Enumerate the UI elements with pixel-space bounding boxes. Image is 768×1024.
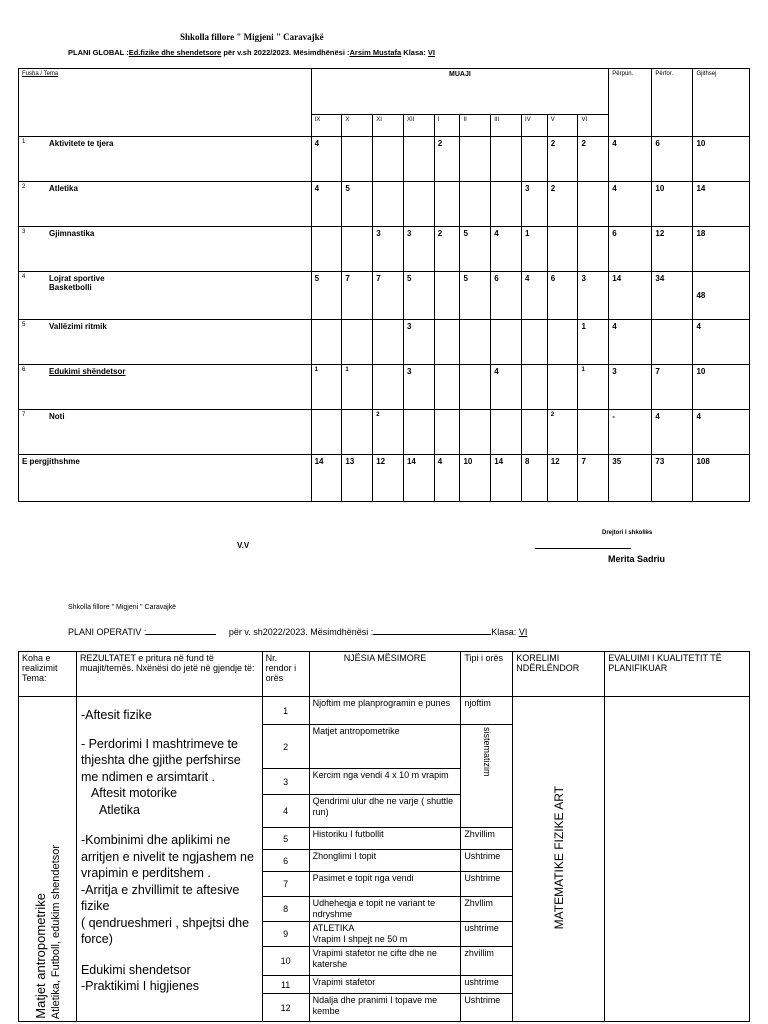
total-month-value: 14	[311, 455, 342, 502]
rezultat-line: Aftesit motorike	[90, 786, 178, 800]
total-f: 10	[652, 182, 693, 227]
month-value	[522, 137, 548, 182]
operativ-class-label: Klasa:	[491, 627, 519, 637]
month-value	[547, 320, 578, 365]
month-value: 5	[460, 227, 491, 272]
month-value: 4	[491, 365, 522, 410]
global-plan-label: PLANI GLOBAL :	[68, 48, 129, 57]
month-value: 2	[547, 137, 578, 182]
rezultat-line: Edukimi shendetsor	[80, 962, 191, 977]
month-value: 4	[311, 182, 342, 227]
month-value	[342, 227, 373, 272]
koha-vertical-2: Atletika, Futboll, edukim shendetsor	[49, 844, 62, 1019]
lesson-name: Vrapimi stafetor ne cifte dhe ne katershe	[309, 947, 461, 976]
topic-cell	[19, 182, 312, 227]
global-subject: Ed.fizike dhe shendetsore	[128, 48, 222, 57]
topic-name: Noti	[49, 412, 65, 421]
month-value	[373, 365, 404, 410]
month-value: 2	[434, 137, 460, 182]
month-value: 2	[547, 182, 578, 227]
rezultat-line: -Aftesit fizike	[80, 708, 152, 722]
month-value: 1	[578, 365, 609, 410]
table-row	[19, 320, 750, 365]
month-header: XI	[373, 115, 404, 137]
month-value: 2	[547, 410, 578, 455]
month-value	[373, 182, 404, 227]
total-month-value: 13	[342, 455, 373, 502]
topic-cell	[19, 227, 312, 272]
lesson-number: 3	[262, 769, 309, 795]
grand-total-f: 73	[652, 455, 693, 502]
month-value: 1	[522, 227, 548, 272]
month-value	[342, 320, 373, 365]
operativ-plan-table	[18, 651, 750, 1022]
total-f	[652, 320, 693, 365]
total-month-value: 4	[434, 455, 460, 502]
director-label: Drejtori I shkollës	[602, 530, 653, 536]
month-value	[434, 182, 460, 227]
grand-total-g: 108	[693, 455, 750, 502]
month-value: 4	[491, 227, 522, 272]
table-row	[19, 182, 750, 227]
lesson-number: 6	[262, 850, 309, 872]
header-gjithsej: Gjithsej	[693, 69, 750, 137]
op-header-nr: Nr. rendor i orës	[262, 652, 309, 697]
lesson-number: 1	[262, 697, 309, 725]
month-value	[434, 320, 460, 365]
month-value: 6	[491, 272, 522, 320]
topic-name: Gjimnastika	[49, 229, 95, 238]
row-number: 2	[22, 184, 26, 190]
lesson-name: Njoftim me planprogramin e punes	[309, 697, 461, 725]
table-row	[19, 272, 750, 320]
op-header-koha: Koha e realizimit Tema:	[19, 652, 77, 697]
signature-line	[535, 548, 631, 549]
month-value	[434, 272, 460, 320]
total-f: 12	[652, 227, 693, 272]
table-row	[19, 410, 750, 455]
lesson-type: ushtrime	[461, 922, 513, 947]
month-value	[491, 137, 522, 182]
month-value	[460, 137, 491, 182]
rezultat-line: Atletika	[98, 802, 140, 817]
total-g: 4	[693, 320, 750, 365]
month-header: IX	[311, 115, 342, 137]
topic-cell	[19, 320, 312, 365]
total-month-value: 8	[522, 455, 548, 502]
total-p: 4	[609, 182, 652, 227]
month-value	[373, 320, 404, 365]
total-p: 3	[609, 365, 652, 410]
total-label: E pergjithshme	[19, 455, 312, 502]
lesson-name: Zhonglimi I topit	[309, 850, 461, 872]
lesson-number: 4	[262, 795, 309, 828]
month-value	[342, 137, 373, 182]
lesson-number: 8	[262, 897, 309, 922]
month-value	[578, 410, 609, 455]
month-value	[434, 410, 460, 455]
rezultat-line: ( qendrueshmeri , shpejtsi dhe force)	[80, 915, 250, 946]
month-value: 5	[460, 272, 491, 320]
lesson-type: Zhvillim	[461, 828, 513, 850]
month-value	[342, 410, 373, 455]
topic-name: Vallëzimi ritmik	[49, 322, 107, 331]
total-g: 18	[693, 227, 750, 272]
total-p: 4	[609, 320, 652, 365]
total-f: 34	[652, 272, 693, 320]
month-header: V	[547, 115, 578, 137]
total-f: 7	[652, 365, 693, 410]
month-value	[460, 320, 491, 365]
lesson-name: Pasimet e topit nga vendi	[309, 872, 461, 897]
month-header: VI	[578, 115, 609, 137]
evaluimi-cell	[605, 697, 750, 1022]
korelimi-vertical: MATEMATIKE FIZIKE ART	[551, 786, 566, 930]
month-value: 3	[403, 365, 434, 410]
row-number: 5	[22, 322, 26, 328]
lesson-name: Kercim nga vendi 4 x 10 m vrapim	[309, 769, 461, 795]
lesson-name: Vrapimi stafetor	[309, 976, 461, 994]
row-number: 7	[22, 412, 26, 418]
lesson-type: njoftim	[461, 697, 513, 725]
koha-vertical-1: Matjet antropometrike	[32, 893, 48, 1019]
topic-subname: Basketbolli	[49, 283, 92, 292]
lesson-type: Zhvllim	[461, 897, 513, 922]
month-header: X	[342, 115, 373, 137]
topic-cell	[19, 365, 312, 410]
month-value: 4	[311, 137, 342, 182]
op-header-rezultatet: REZULTATET e pritura në fund të muajit/temës. Nxënësi do jetë në gjendje të:	[76, 652, 262, 697]
rezultat-line: -Praktikimi I higjienes	[80, 979, 200, 993]
month-value: 3	[522, 182, 548, 227]
month-value	[460, 182, 491, 227]
table-row	[19, 137, 750, 182]
row-number: 4	[22, 274, 26, 280]
month-value: 5	[311, 272, 342, 320]
koha-cell	[19, 697, 77, 1022]
rezultat-line: - Perdorimi I mashtrimeve te thjeshta dhe gjithe perfshirse me ndimen e arsimtarit .	[80, 736, 241, 784]
month-value	[460, 410, 491, 455]
month-value	[491, 182, 522, 227]
month-value: 1	[311, 365, 342, 410]
lesson-number: 2	[262, 725, 309, 769]
total-g: 48	[693, 272, 750, 320]
op-header-tipi: Tipi i orës	[461, 652, 513, 697]
month-header: III	[491, 115, 522, 137]
month-value	[403, 137, 434, 182]
operativ-blank-1	[146, 634, 216, 635]
month-value	[578, 182, 609, 227]
month-value: 2	[373, 410, 404, 455]
lesson-name: Ndalja dhe pranimi I topave me kembe	[309, 994, 461, 1022]
month-value: 7	[342, 272, 373, 320]
lesson-number: 12	[262, 994, 309, 1022]
total-month-value: 14	[403, 455, 434, 502]
month-value	[311, 320, 342, 365]
total-g: 14	[693, 182, 750, 227]
month-value	[311, 410, 342, 455]
month-value	[403, 410, 434, 455]
lesson-number: 9	[262, 922, 309, 947]
month-value: 3	[403, 320, 434, 365]
row-number: 3	[22, 229, 26, 235]
total-month-value: 14	[491, 455, 522, 502]
month-value: 4	[522, 272, 548, 320]
global-class-label: Klasa:	[401, 48, 428, 57]
month-value	[373, 137, 404, 182]
koha-vertical-wrap	[19, 699, 76, 1019]
total-p: 6	[609, 227, 652, 272]
operativ-year-text: për v. sh2022/2023. Mësimdhënësi :	[228, 627, 374, 637]
lesson-name: Matjet antropometrike	[309, 725, 461, 769]
rezultatet-cell	[76, 697, 262, 1022]
operativ-school-title: Shkolla fillore " Migjeni " Caravajkë	[68, 604, 177, 611]
rezultat-line: -Arritja e zhvillimit te aftesive fizike	[80, 882, 240, 913]
month-value	[522, 320, 548, 365]
month-value: 6	[547, 272, 578, 320]
month-value	[578, 227, 609, 272]
lesson-name: Udheheqja e topit ne variant te ndryshme	[309, 897, 461, 922]
global-class: VI	[427, 48, 435, 57]
total-month-value: 7	[578, 455, 609, 502]
topic-name: Aktivitete te tjera	[49, 139, 114, 148]
lesson-name: Historiku I futbollit	[309, 828, 461, 850]
month-value	[311, 227, 342, 272]
lesson-type: zhvillim	[461, 947, 513, 976]
total-p: 4	[609, 137, 652, 182]
director-name: Merita Sadriu	[608, 554, 666, 564]
lesson-name: Qendrimi ulur dhe ne varje ( shuttle run)	[309, 795, 461, 828]
lesson-type: ushtrime	[461, 976, 513, 994]
month-value: 5	[403, 272, 434, 320]
lesson-number: 5	[262, 828, 309, 850]
global-school-title: Shkolla fillore " Migjeni " Caravajkë	[180, 32, 324, 42]
topic-name: Edukimi shëndetsor	[49, 367, 126, 376]
month-value: 2	[434, 227, 460, 272]
operativ-plan-label: PLANI OPERATIV :	[68, 627, 147, 637]
lesson-type: Ushtrime	[461, 994, 513, 1022]
lesson-type: Ushtrime	[461, 850, 513, 872]
global-plan-table	[18, 68, 750, 502]
month-value: 3	[403, 227, 434, 272]
total-f: 6	[652, 137, 693, 182]
month-header: I	[434, 115, 460, 137]
row-number: 6	[22, 367, 26, 373]
month-value: 5	[342, 182, 373, 227]
month-value	[403, 182, 434, 227]
grand-total-p: 35	[609, 455, 652, 502]
total-f: 4	[652, 410, 693, 455]
tipi-vertical: sistematizim	[481, 727, 492, 777]
month-header: IV	[522, 115, 548, 137]
month-value	[491, 410, 522, 455]
month-header: II	[460, 115, 491, 137]
total-g: 4	[693, 410, 750, 455]
total-month-value: 12	[547, 455, 578, 502]
total-month-value: 12	[373, 455, 404, 502]
month-value	[460, 365, 491, 410]
total-g: 10	[693, 365, 750, 410]
month-value	[547, 227, 578, 272]
total-row	[19, 455, 750, 502]
header-perpun: Përpun.	[609, 69, 652, 137]
op-header-korelimi: KORELIMI NDËRLËNDOR	[513, 652, 605, 697]
global-year-text: për v.sh 2022/2023. Mësimdhënësi :	[221, 48, 350, 57]
operativ-plan-line	[68, 627, 527, 637]
op-header-evaluimi: EVALUIMI I KUALITETIT TË PLANIFIKUAR	[605, 652, 750, 697]
topic-name: Lojrat sportive	[49, 274, 105, 283]
month-value	[522, 410, 548, 455]
topic-cell	[19, 272, 312, 320]
korelimi-cell	[513, 697, 605, 1022]
header-perfor: Përfor.	[652, 69, 693, 137]
lesson-type-group	[461, 725, 513, 828]
op-header-njesia: NJËSIA MËSIMORE	[309, 652, 461, 697]
month-value	[522, 365, 548, 410]
total-g: 10	[693, 137, 750, 182]
month-value: 7	[373, 272, 404, 320]
global-teacher: Arsim Mustafa	[349, 48, 402, 57]
topic-cell	[19, 410, 312, 455]
table-row	[19, 227, 750, 272]
global-plan-line	[68, 48, 435, 57]
month-value: 2	[578, 137, 609, 182]
month-value: 3	[578, 272, 609, 320]
total-p: -	[609, 410, 652, 455]
lesson-number: 10	[262, 947, 309, 976]
topic-cell	[19, 137, 312, 182]
row-number: 1	[22, 139, 26, 145]
lesson-name: ATLETIKA Vrapim I shpejt ne 50 m	[309, 922, 461, 947]
lesson-number: 7	[262, 872, 309, 897]
rezultat-line: -Kombinimi dhe aplikimi ne arritjen e nivelit te ngjashem ne vrapimin e perditshem .	[80, 833, 254, 880]
month-value	[491, 320, 522, 365]
total-p: 14	[609, 272, 652, 320]
operativ-class: VI	[518, 627, 528, 637]
topic-name: Atletika	[49, 184, 78, 193]
month-value	[434, 365, 460, 410]
header-month: MUAJI	[311, 69, 609, 115]
lesson-type: Ushtrime	[461, 872, 513, 897]
table-row	[19, 365, 750, 410]
month-value: 3	[373, 227, 404, 272]
month-value	[547, 365, 578, 410]
month-value: 1	[342, 365, 373, 410]
month-header: XII	[403, 115, 434, 137]
header-topic: Fusha / Tema	[19, 69, 312, 137]
month-value: 1	[578, 320, 609, 365]
vv-label: V.V	[237, 541, 250, 550]
total-month-value: 10	[460, 455, 491, 502]
lesson-number: 11	[262, 976, 309, 994]
lesson-row	[19, 697, 750, 725]
operativ-blank-2	[373, 634, 491, 635]
